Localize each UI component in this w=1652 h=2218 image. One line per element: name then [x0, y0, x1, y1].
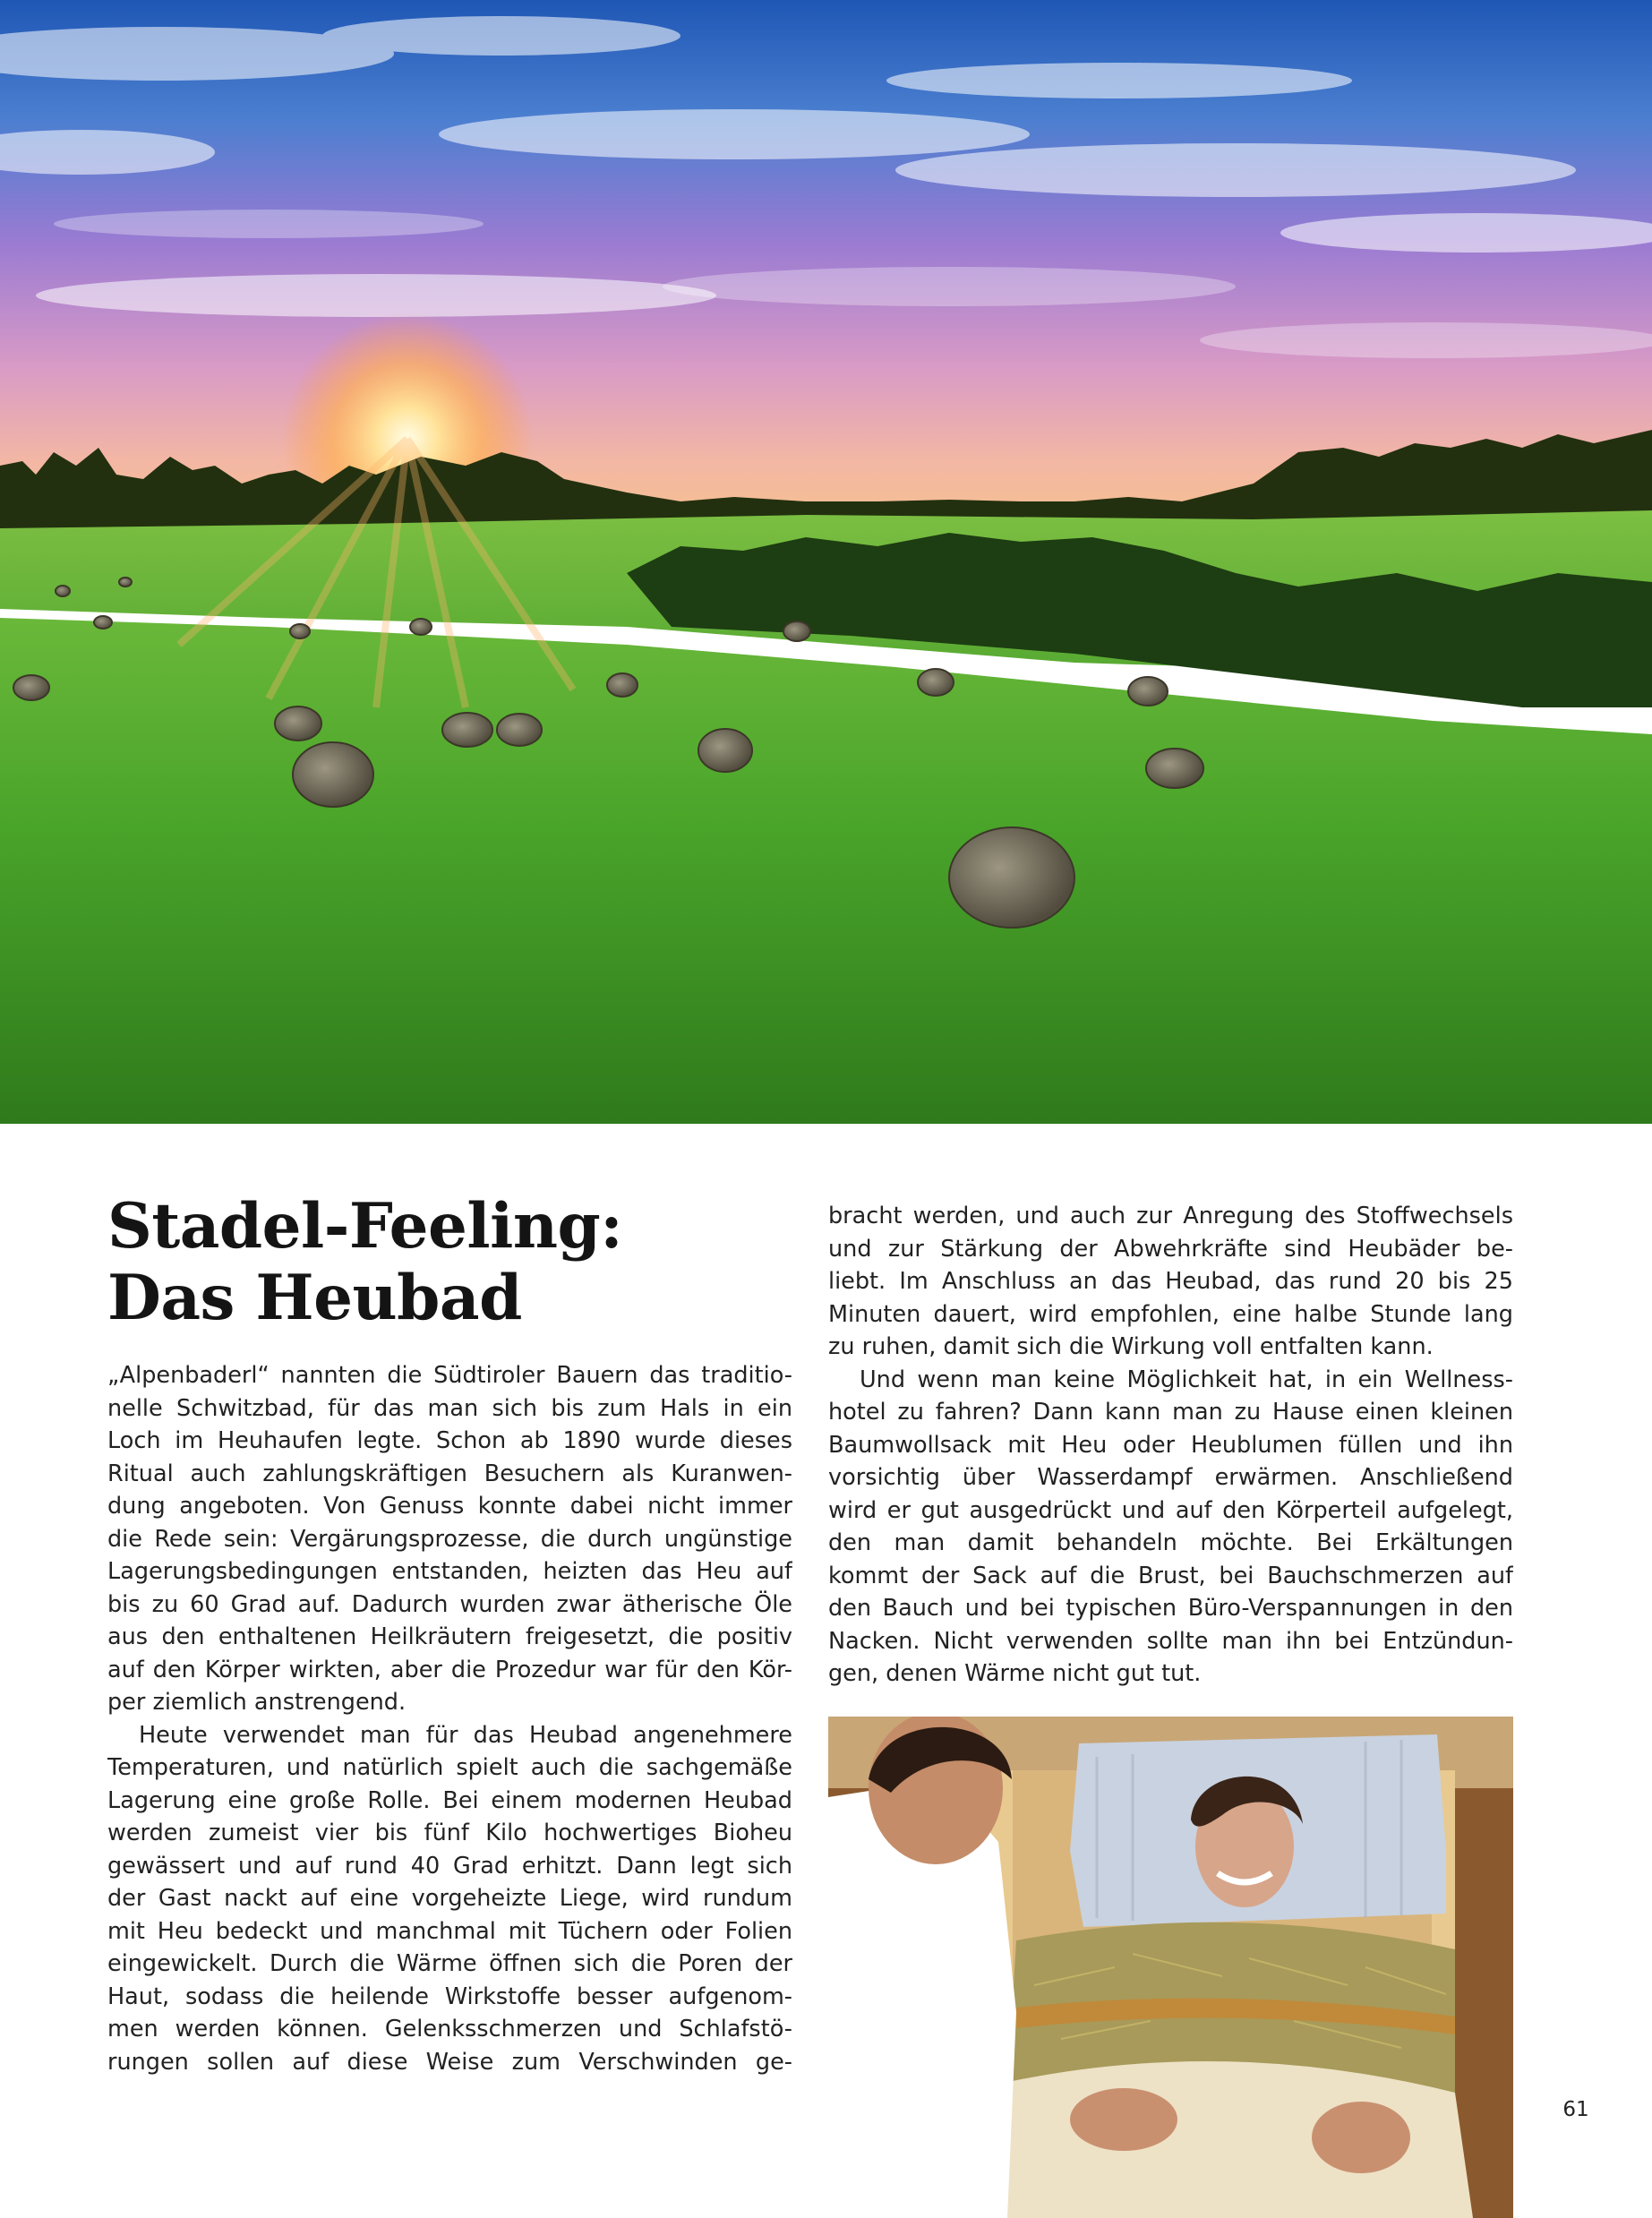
text-line: hotel zu fahren? Dann kann man zu Hause einen kleinen: [828, 1399, 1513, 1426]
text-line: „Alpenbaderl“ nannten die Südtiroler Bauern das traditio-: [107, 1362, 792, 1389]
article-title: [107, 1191, 824, 1334]
text-line: und zur Stärkung der Abwehrkräfte sind Heubäder be-: [828, 1235, 1513, 1263]
text-line: kommt der Sack auf die Brust, bei Bauchschmerzen auf: [828, 1562, 1513, 1589]
text-line: werden zumeist vier bis fünf Kilo hochwertiges Bioheu: [107, 1820, 792, 1846]
text-line: Haut, sodass die heilende Wirkstoffe besser aufgenom-: [107, 1982, 792, 2010]
text-line: Lagerung eine große Rolle. Bei einem modernen Heubad: [107, 1786, 792, 1814]
text-line: Temperaturen, und natürlich spielt auch die sachgemäße: [107, 1754, 792, 1781]
title-line-1: Stadel-Feeling:: [107, 1190, 623, 1263]
text-line: per ziemlich anstrengend.: [107, 1689, 407, 1716]
text-line: Ritual auch zahlungskräftigen Besuchern als Kuranwen-: [107, 1460, 792, 1487]
text-line: nelle Schwitzbad, für das man sich bis zum Hals in ein: [107, 1394, 792, 1422]
text-line: Lagerungsbedingungen entstanden, heizten das Heu auf: [107, 1558, 792, 1585]
text-line: bis zu 60 Grad auf. Dadurch wurden zwar ätherische Öle: [107, 1590, 792, 1618]
text-line: wird er gut ausgedrückt und auf den Körperteil aufgelegt,: [828, 1496, 1513, 1524]
text-line: der Gast nackt auf eine vorgeheizte Liege, wird rundum: [107, 1885, 792, 1912]
text-line: gen, denen Wärme nicht gut tut.: [828, 1660, 1202, 1687]
text-line: Heute verwendet man für das Heubad angenehmere: [139, 1721, 792, 1749]
text-line: Minuten dauert, wird empfohlen, eine halbe Stunde lang: [828, 1300, 1513, 1328]
article-column-left: [107, 1359, 792, 2078]
page-number: 61: [1562, 2098, 1589, 2121]
photo-hay-bath-treatment: [828, 1717, 1513, 2218]
text-line: den Bauch und bei typischen Büro-Verspannungen in den: [828, 1595, 1513, 1622]
text-line: Und wenn man keine Möglichkeit hat, in ein Wellness-: [860, 1366, 1513, 1393]
text-line: vorsichtig über Wasserdampf erwärmen. Anschließend: [828, 1464, 1513, 1491]
text-line: Loch im Heuhaufen legte. Schon ab 1890 wurde dieses: [107, 1427, 792, 1454]
text-line: auf den Körper wirkten, aber die Prozedur war für den Kör-: [107, 1656, 792, 1683]
text-line: zu ruhen, damit sich die Wirkung voll entfalten kann.: [828, 1333, 1434, 1360]
text-line: aus den enthaltenen Heilkräutern freigesetzt, die positiv: [107, 1623, 792, 1650]
text-line: liebt. Im Anschluss an das Heubad, das rund 20 bis 25: [828, 1268, 1513, 1295]
text-line: gewässert und auf rund 40 Grad erhitzt. Dann legt sich: [107, 1852, 792, 1880]
text-line: mit Heu bedeckt und manchmal mit Tüchern oder Folien: [107, 1917, 792, 1945]
text-line: Nacken. Nicht verwenden sollte man ihn bei Entzündun-: [828, 1627, 1513, 1655]
article-column-right: [828, 1200, 1513, 1691]
text-line: den man damit behandeln möchte. Bei Erkältungen: [828, 1529, 1513, 1556]
text-line: men werden können. Gelenksschmerzen und Schlafstö-: [107, 2016, 792, 2042]
title-line-2: Das Heubad: [107, 1262, 522, 1334]
text-line: dung angeboten. Von Genuss konnte dabei nicht immer: [107, 1493, 792, 1520]
text-line: Baumwollsack mit Heu oder Heublumen füllen und ihn: [828, 1431, 1513, 1459]
text-line: rungen sollen auf diese Weise zum Verschwinden ge-: [107, 2048, 792, 2076]
text-line: bracht werden, und auch zur Anregung des Stoffwechsels: [828, 1203, 1513, 1229]
text-line: eingewickelt. Durch die Wärme öffnen sich die Poren der: [107, 1950, 792, 1977]
text-line: die Rede sein: Vergärungsprozesse, die durch ungünstige: [107, 1525, 792, 1553]
